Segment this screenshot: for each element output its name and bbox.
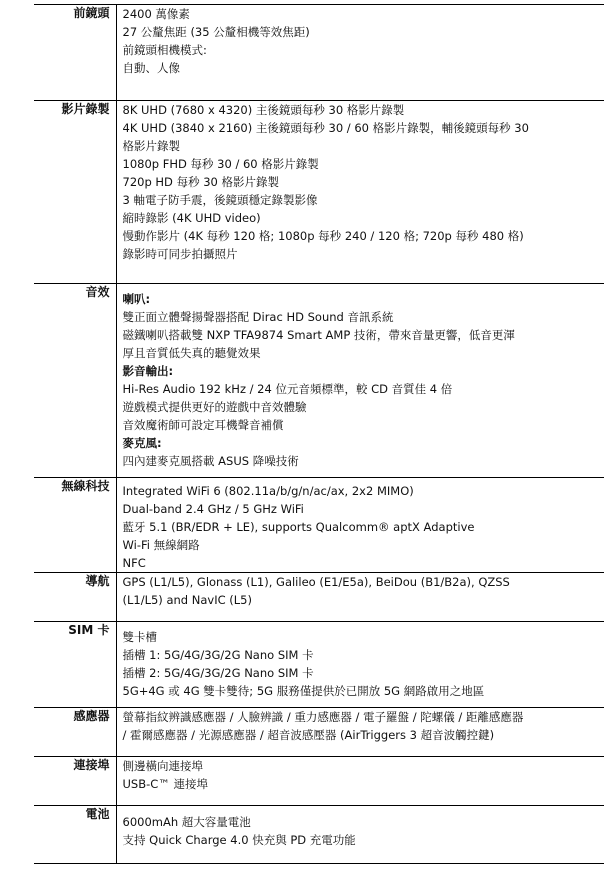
value-line: 縮時錄影 (4K UHD video) [122, 211, 261, 225]
value-line: 慢動作影片 (4K 每秒 120 格; 1080p 每秒 240 / 120 格; 720p 每秒 480 格) [122, 229, 524, 243]
value-line: 格影片錄製 [122, 139, 180, 153]
spec-row-navigation [34, 573, 604, 622]
value-line: 6000mAh 超大容量電池 [122, 815, 251, 829]
spec-row-sim [34, 622, 604, 708]
value-line: 插槽 1: 5G/4G/3G/2G Nano SIM 卡 [122, 648, 314, 662]
value-line: 720p HD 每秒 30 格影片錄製 [122, 175, 280, 189]
value-line: 4K UHD (3840 x 2160) 主後鏡頭每秒 30 / 60 格影片錄製，輔後鏡頭每秒 30 [122, 121, 529, 135]
value-line: NFC [122, 556, 146, 570]
value-subheading: 喇叭: [122, 292, 151, 306]
value-line: 8K UHD (7680 x 4320) 主後鏡頭每秒 30 格影片錄製 [122, 103, 405, 117]
value-line: 3 軸電子防手震，後鏡頭穩定錄製影像 [122, 193, 318, 207]
value-line: 磁鐵喇叭搭載雙 NXP TFA9874 Smart AMP 技術，帶來音量更響，低音更渾 [122, 328, 515, 342]
row-label: 影片錄製 [34, 101, 116, 284]
value-line: / 霍爾感應器 / 光源感應器 / 超音波感壓器 (AirTriggers 3 超音波觸控鍵) [122, 728, 495, 742]
spec-row-video-recording [34, 101, 604, 284]
value-subheading: 麥克風: [122, 436, 162, 450]
row-label: 無線科技 [34, 478, 116, 573]
row-value [116, 622, 604, 708]
value-line: 螢幕指紋辨識感應器 / 人臉辨識 / 重力感應器 / 電子羅盤 / 陀螺儀 / 距離感應器 [122, 710, 524, 724]
row-label: 音效 [34, 284, 116, 478]
row-value [116, 5, 604, 101]
value-line: 厚且音質低失真的聽覺效果 [122, 346, 261, 360]
value-line: 1080p FHD 每秒 30 / 60 格影片錄製 [122, 157, 319, 171]
value-line: 27 公釐焦距 (35 公釐相機等效焦距) [122, 25, 310, 39]
spec-row-wireless [34, 478, 604, 573]
spec-row-battery [34, 806, 604, 864]
value-line: Wi-Fi 無線網路 [122, 538, 200, 552]
row-label: 感應器 [34, 708, 116, 757]
row-value [116, 757, 604, 806]
value-line: 四內建麥克風搭載 ASUS 降噪技術 [122, 454, 299, 468]
value-line: Hi-Res Audio 192 kHz / 24 位元音頻標準，較 CD 音質佳 4 倍 [122, 382, 453, 396]
row-label: 連接埠 [34, 757, 116, 806]
spec-row-sensors [34, 708, 604, 757]
value-subheading: 影音輸出: [122, 364, 174, 378]
value-line: 錄影時可同步拍攝照片 [122, 247, 238, 261]
value-line: 支持 Quick Charge 4.0 快充與 PD 充電功能 [122, 833, 356, 847]
value-line: Dual-band 2.4 GHz / 5 GHz WiFi [122, 502, 304, 516]
spec-table-body [34, 5, 604, 864]
row-value [116, 284, 604, 478]
value-line: 自動、人像 [122, 61, 180, 75]
row-value [116, 478, 604, 573]
value-line: 音效魔術師可設定耳機聲音補償 [122, 418, 284, 432]
value-line: 插槽 2: 5G/4G/3G/2G Nano SIM 卡 [122, 666, 314, 680]
value-line: 雙正面立體聲揚聲器搭配 Dirac HD Sound 音訊系統 [122, 310, 394, 324]
row-value [116, 806, 604, 864]
value-line: 5G+4G 或 4G 雙卡雙待; 5G 服務僅提供於已開放 5G 網路啟用之地區 [122, 684, 485, 698]
spec-row-ports [34, 757, 604, 806]
value-line: Integrated WiFi 6 (802.11a/b/g/n/ac/ax, 2x2 MIMO) [122, 484, 414, 498]
value-line: GPS (L1/L5), Glonass (L1), Galileo (E1/E5a), BeiDou (B1/B2a), QZSS [122, 575, 510, 589]
value-line: USB-C™ 連接埠 [122, 777, 208, 791]
row-value [116, 708, 604, 757]
row-label: SIM 卡 [34, 622, 116, 708]
value-line: 前鏡頭相機模式: [122, 43, 207, 57]
row-label: 導航 [34, 573, 116, 622]
spec-row-front-camera [34, 5, 604, 101]
value-line: 2400 萬像素 [122, 7, 190, 21]
row-label: 電池 [34, 806, 116, 864]
row-value [116, 573, 604, 622]
spec-table [34, 4, 604, 864]
row-label: 前鏡頭 [34, 5, 116, 101]
value-line: 遊戲模式提供更好的遊戲中音效體驗 [122, 400, 307, 414]
value-line: 側邊橫向連接埠 [122, 759, 203, 773]
value-line: (L1/L5) and NavIC (L5) [122, 593, 252, 607]
value-line: 藍牙 5.1 (BR/EDR + LE), supports Qualcomm® aptX Adaptive [122, 520, 475, 534]
spec-row-audio [34, 284, 604, 478]
value-line: 雙卡槽 [122, 630, 157, 644]
row-value [116, 101, 604, 284]
